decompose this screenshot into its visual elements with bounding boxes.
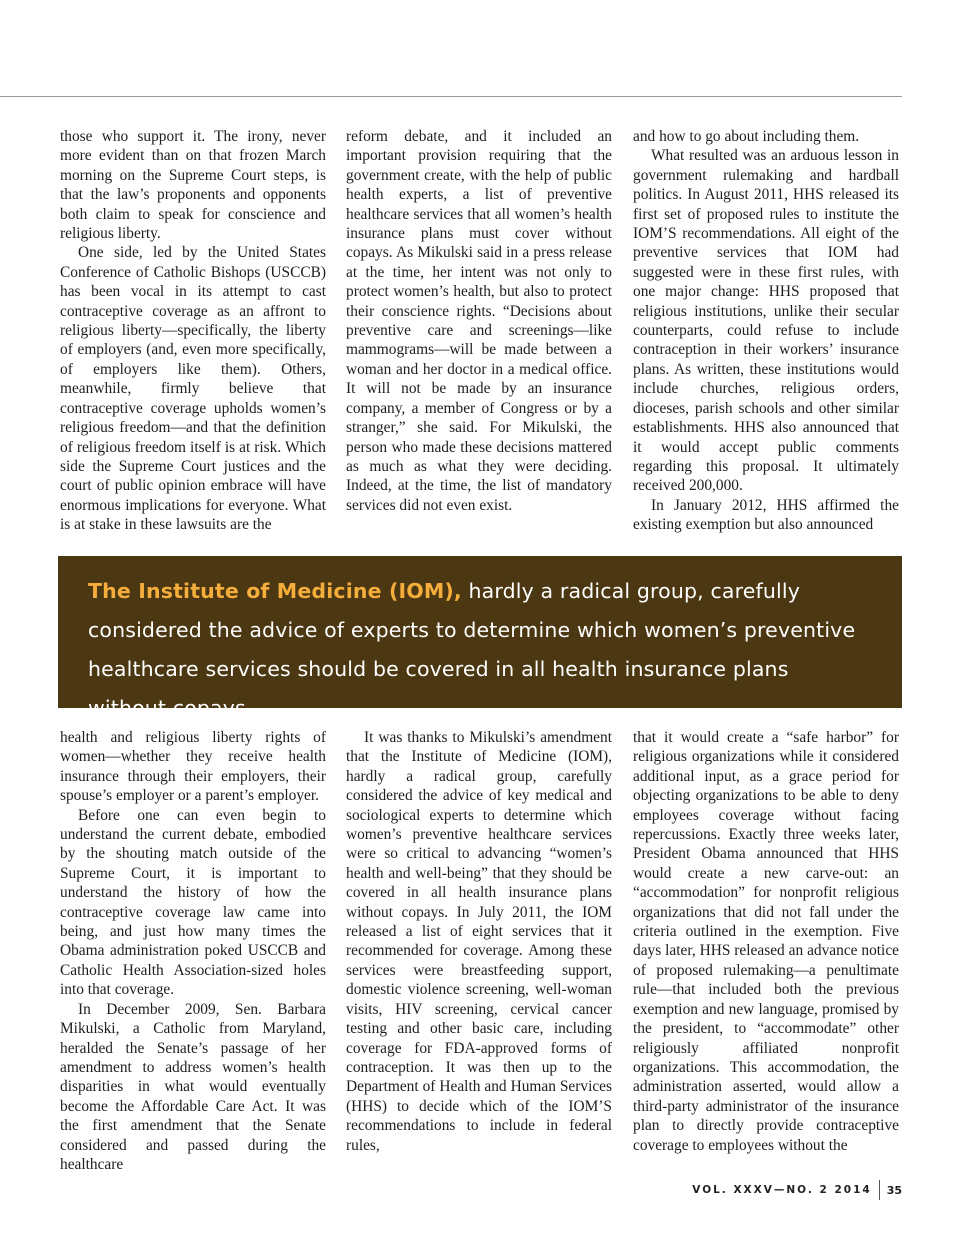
page-footer xyxy=(692,1180,902,1200)
paragraph: reform debate, and it included an important provision requiring that the government create, with the help of public health experts, a list of preventive healthcare services that all women’s health insurance plans must cover without copays. As Mikulski said in a press release at the time, her intent was not only to protect women’s health, but also to protect their conscience rights. “Decisions about preventive care and screenings—like mammograms—will be made between a woman and her doctor in a medical office. It will not be made by an insurance company, a member of Congress or by a stranger,” she said. For Mikulski, the person who made these decisions mattered as much as what they were deciding. Indeed, at the time, the list of mandatory services did not even exist. xyxy=(346,128,612,514)
bottom-column-1 xyxy=(60,728,326,1173)
paragraph: In December 2009, Sen. Barbara Mikulski, a Catholic from Maryland, heralded the Senate’s passage of her amendment to address women’s health disparities in what would eventually become the Affordable Care Act. It was the first amendment that the Senate considered and passed during the healthcare xyxy=(60,1000,326,1173)
page-number: 35 xyxy=(886,1183,902,1197)
paragraph: In January 2012, HHS affirmed the existing exemption but also announced xyxy=(633,496,899,534)
paragraph: It was thanks to Mikulski’s amendment that the Institute of Medicine (IOM), hardly a radical group, carefully considered the advice of key medical and sociological experts to determine which women’s preventive healthcare services were so critical to advancing “women’s health and well-being” that they should be covered in all health insurance plans without copays. In July 2011, the IOM released a list of eight services that it recommended for coverage. Among these services were breastfeeding support, domestic violence screening, well-woman visits, HIV screening, cervical cancer testing and other basic care, including coverage for FDA-approved forms of contraception. It was then up to the Department of Health and Human Services (HHS) to decide which of the IOM’S recommendations to include in federal rules, xyxy=(346,729,612,1154)
paragraph: Before one can even begin to understand the current debate, embodied by the shouting match outside of the Supreme Court, it is important to understand the history of how the contraceptive coverage law came into being, and just how many times the Obama administration poked USCCB and Catholic Health Association-sized holes into that coverage. xyxy=(60,806,326,999)
top-column-2 xyxy=(346,127,612,539)
paragraph: What resulted was an arduous lesson in government rulemaking and hardball politics. In August 2011, HHS released its first set of proposed rules to institute the IOM’S recommendations. All eight of the preventive services that IOM had suggested were in these first rules, with one major change: HHS proposed that religious institutions, unlike their secular counterparts, could refuse to include contraception in their workers’ insurance plans. As written, these institutions would include churches, religious orders, dioceses, parish schools and other similar establishments. HHS also announced that it would accept public comments regarding this proposal. It ultimately received 200,000. xyxy=(633,147,899,495)
header-rule xyxy=(0,96,902,97)
paragraph: One side, led by the United States Conference of Catholic Bishops (USCCB) has been vocal in its attempt to cast contraceptive coverage as an affront to religious liberty—specifically, the liberty of employers (and, even more specifically, of employers like them). Others, meanwhile, firmly believe that contraceptive coverage upholds women’s religious freedom—and that the definition of religious freedom itself is at risk. Which side the Supreme Court justices and the court of public opinion embrace will have enormous implications for everyone. What is at stake in these lawsuits are the xyxy=(60,244,326,534)
top-column-3 xyxy=(633,127,899,539)
pull-quote xyxy=(58,556,902,720)
paragraph: health and religious liberty rights of women—whether they receive health insurance through their employers, their spouse’s employer or a parent’s employer. xyxy=(60,729,326,805)
paragraph: those who support it. The irony, never more evident than on that frozen March morning on the Supreme Court steps, is that the law’s proponents and opponents both claim to speak for conscience and religious liberty. xyxy=(60,128,326,243)
pull-quote-highlight: The Institute of Medicine (IOM), xyxy=(88,579,462,603)
paragraph: and how to go about including them. xyxy=(633,128,860,145)
bottom-column-3 xyxy=(633,728,899,1158)
volume-label: VOL. XXXV—NO. 2 2014 xyxy=(692,1184,872,1196)
bottom-column-2 xyxy=(346,728,612,1158)
paragraph: that it would create a “safe harbor” for religious organizations while it considered additional input, as a grace period for objecting organizations to be able to deny employees coverage without facing repercussions. Exactly three weeks later, President Obama announced that HHS would create a new carve-out: an “accommodation” for nonprofit religious organizations that did not fall under the criteria outlined in the exemption. Five days later, HHS released an advance notice of proposed rulemaking—a penultimate rule—that included both the previous exemption and new language, promised by the president, to “accommodate” other religiously affiliated nonprofit organizations. This accommodation, the administration asserted, would allow a third-party administrator of the insurance plan to directly provide contraceptive coverage to employees without the xyxy=(633,729,899,1154)
pull-quote-text: hardly a radical group, carefully considered the advice of experts to determine which women’s preventive healthcare services should be covered in all health insurance plans without copays. xyxy=(88,579,856,720)
top-column-1 xyxy=(60,127,326,539)
